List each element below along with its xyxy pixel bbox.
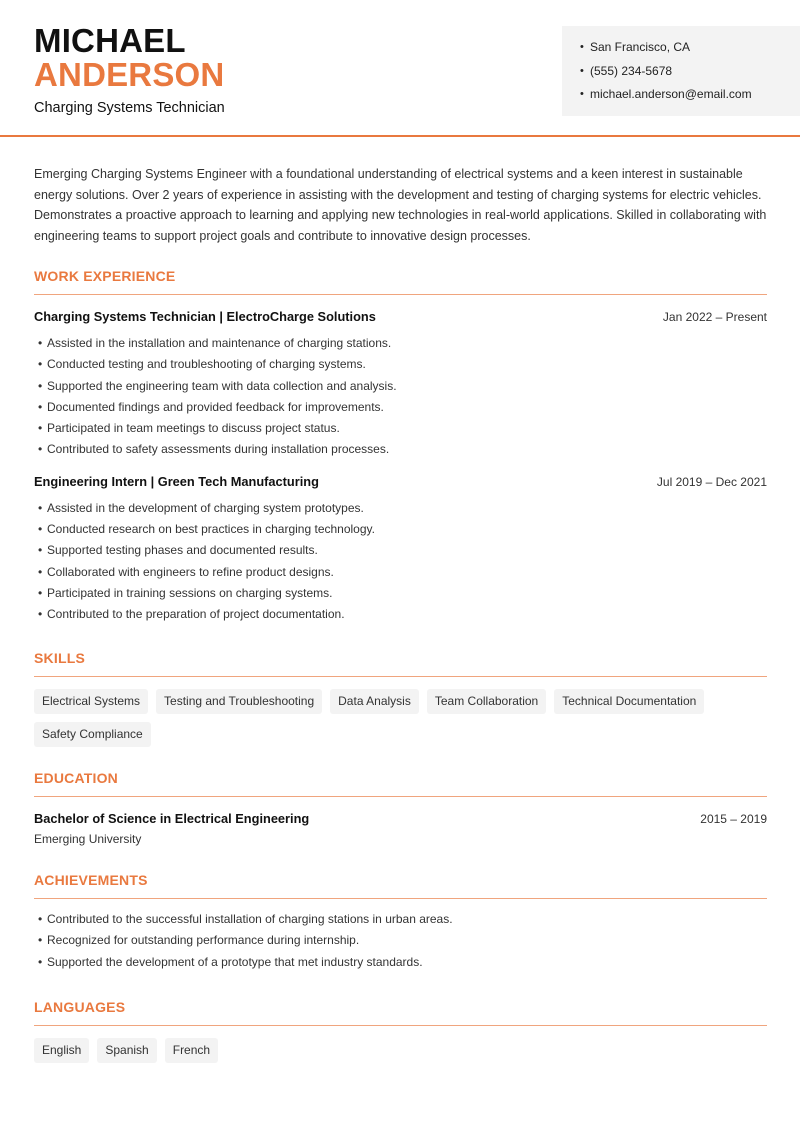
section-title-education: EDUCATION — [34, 770, 118, 786]
section-title-work: WORK EXPERIENCE — [34, 268, 176, 284]
skill-tag: Testing and Troubleshooting — [156, 689, 322, 714]
job-dates: Jan 2022 – Present — [662, 310, 767, 324]
degree: Bachelor of Science in Electrical Engineering — [34, 811, 310, 826]
languages-section — [34, 998, 767, 1063]
list-item: • Participated in team meetings to discuss project status. — [38, 421, 340, 436]
bullet-icon: • — [580, 41, 584, 53]
resume-header — [0, 0, 800, 137]
list-item: • Documented findings and provided feedback for improvements. — [38, 399, 384, 414]
skill-tags — [34, 689, 767, 747]
education-section — [34, 769, 767, 846]
job-bullets — [34, 498, 767, 626]
list-item: • Contributed to the successful installation of charging stations in urban areas. — [38, 912, 453, 926]
list-item: • Assisted in the installation and maintenance of charging stations. — [38, 336, 392, 350]
language-tag: Spanish — [97, 1038, 156, 1063]
skill-tag: Safety Compliance — [34, 722, 151, 747]
bullet-icon: • — [580, 64, 584, 77]
bullet-icon: • — [580, 88, 584, 100]
list-item: • Assisted in the development of charging system prototypes. — [38, 500, 364, 515]
skill-tag: Technical Documentation — [554, 689, 704, 714]
language-tag: French — [165, 1038, 218, 1063]
job-title: Charging Systems Technician — [34, 100, 225, 116]
list-item: • Participated in training sessions on charging systems. — [38, 585, 333, 600]
list-item: • Supported testing phases and documented results. — [38, 543, 318, 558]
last-name: ANDERSON — [34, 56, 225, 93]
job-bullets — [34, 333, 767, 461]
list-item: • Contributed to safety assessments during installation processes. — [38, 442, 390, 457]
section-divider — [34, 796, 767, 797]
language-tag: English — [34, 1038, 89, 1063]
achievements-section — [34, 871, 767, 973]
job-dates: Jul 2019 – Dec 2021 — [656, 474, 767, 489]
professional-summary: Emerging Charging Systems Engineer with a foundational understanding of electrical systems and a keen interest in sustainable energy solutions. Over 2 years of experience in assisting with the development and testing of charging systems for electric vehicles. Demonstrates a proactive approach to learning and applying new technologies in real-world applications. Skilled in collaborating with engineering teams to support project goals and contribute to innovative design processes. — [34, 167, 767, 243]
section-divider — [34, 1025, 767, 1026]
section-title-skills: SKILLS — [34, 650, 85, 666]
list-item: • Supported the development of a prototype that met industry standards. — [38, 954, 423, 969]
work-experience-section — [34, 267, 767, 626]
job-role: Engineering Intern | Green Tech Manufacturing — [34, 473, 319, 489]
section-divider — [34, 676, 767, 677]
list-item: • Recognized for outstanding performance during internship. — [38, 933, 360, 948]
list-item: • Supported the engineering team with data collection and analysis. — [38, 378, 397, 393]
section-title-achievements: ACHIEVEMENTS — [34, 872, 148, 888]
job-entry — [34, 474, 767, 626]
job-role: Charging Systems Technician | ElectroCharge Solutions — [34, 309, 376, 324]
contact-location: • San Francisco, CA — [580, 40, 691, 54]
candidate-name — [34, 24, 224, 92]
job-entry — [34, 309, 767, 461]
skill-tag: Data Analysis — [330, 689, 419, 714]
skill-tag: Electrical Systems — [34, 689, 148, 714]
section-divider — [34, 294, 767, 295]
achievement-bullets — [34, 909, 767, 973]
contact-phone: • (555) 234-5678 — [580, 63, 673, 78]
first-name: MICHAEL — [34, 22, 186, 59]
education-dates: 2015 – 2019 — [700, 812, 767, 826]
list-item: • Collaborated with engineers to refine product designs. — [38, 564, 334, 579]
section-divider — [34, 898, 767, 899]
skills-section — [34, 649, 767, 747]
section-title-languages: LANGUAGES — [34, 999, 126, 1015]
list-item: • Contributed to the preparation of project documentation. — [38, 607, 345, 622]
skill-tag: Team Collaboration — [427, 689, 546, 714]
contact-email: • michael.anderson@email.com — [580, 87, 752, 101]
contact-box — [562, 26, 800, 116]
list-item: • Conducted research on best practices in charging technology. — [38, 522, 375, 537]
language-tags — [34, 1038, 767, 1063]
list-item: • Conducted testing and troubleshooting of charging systems. — [38, 357, 366, 372]
school-name: Emerging University — [34, 832, 142, 846]
